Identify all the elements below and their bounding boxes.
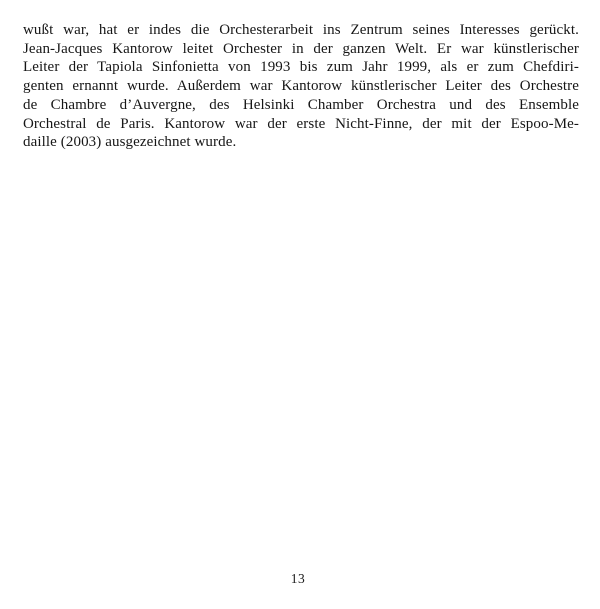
text-line: Orchestral de Paris. Kantorow war der erste Nicht-Finne, der mit der Espoo-Me- [23, 115, 579, 132]
text-line: Jean-Jacques Kantorow leitet Orchester in der ganzen Welt. Er war künstlerischer [23, 40, 579, 57]
text-line: daille (2003) ausgezeichnet wurde. [23, 134, 237, 151]
body-text-paragraph [23, 21, 579, 152]
text-line: de Chambre d’Auvergne, des Helsinki Chamber Orchestra und des Ensemble [23, 96, 579, 113]
page-number: 13 [290, 571, 306, 586]
text-line: genten ernannt wurde. Außerdem war Kantorow künstlerischer Leiter des Orchestre [23, 78, 579, 95]
text-line: Leiter der Tapiola Sinfonietta von 1993 bis zum Jahr 1999, als er zum Chefdiri- [23, 59, 579, 76]
text-line: wußt war, hat er indes die Orchesterarbeit ins Zentrum seines Interesses gerückt. [23, 22, 579, 38]
